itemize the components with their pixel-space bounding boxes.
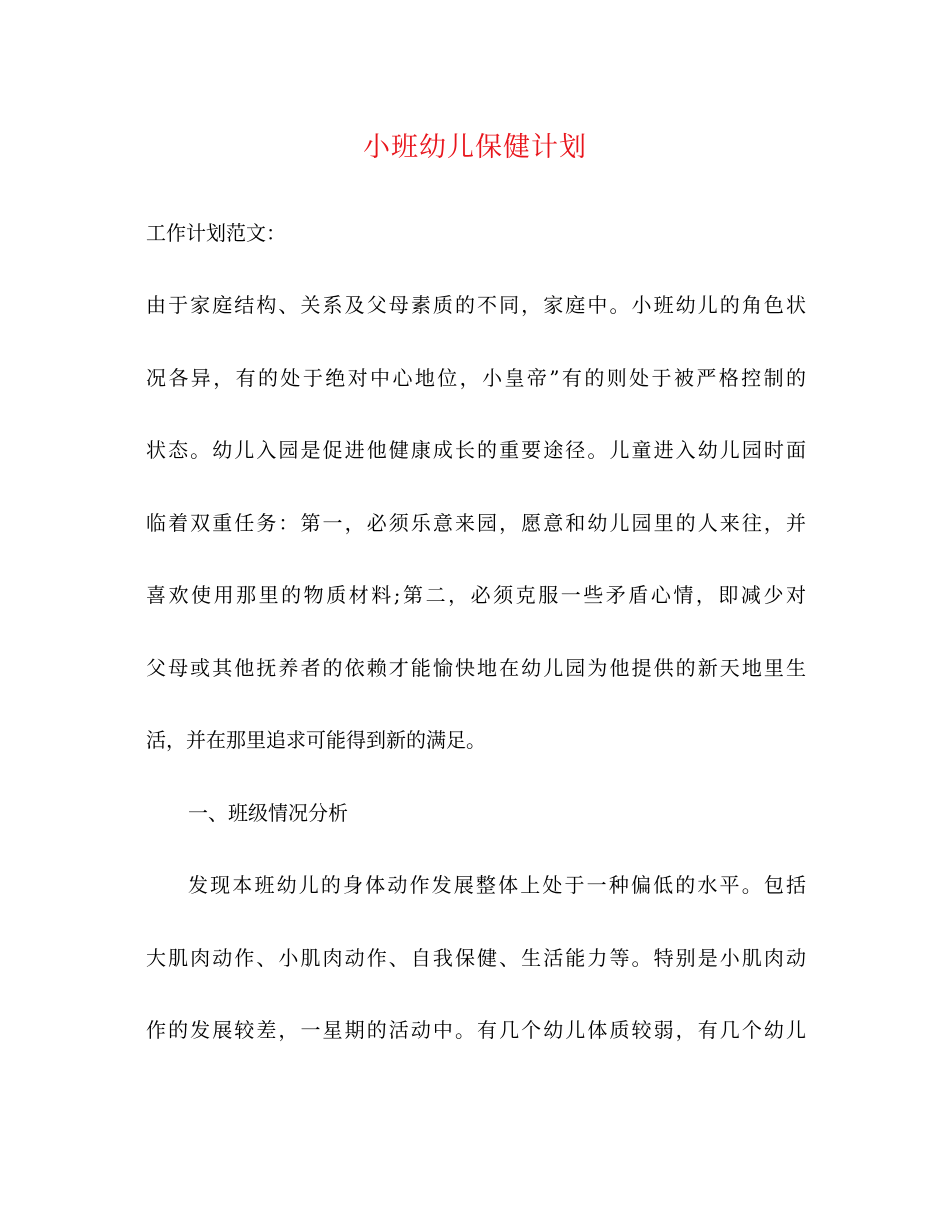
intro-label: 工作计划范文： (146, 221, 286, 245)
paragraph-line: 况各异，有的处于绝对中心地位，小皇帝”有的则处于被严格控制的 (146, 366, 806, 390)
section-heading: 一、班级情况分析 (188, 801, 348, 825)
paragraph-line: 由于家庭结构、关系及父母素质的不同，家庭中。小班幼儿的角色状 (146, 293, 806, 317)
document-title: 小班幼儿保健计划 (363, 132, 587, 163)
paragraph-line: 作的发展较差，一星期的活动中。有几个幼儿体质较弱，有几个幼儿 (146, 1018, 806, 1042)
paragraph-line: 大肌肉动作、小肌肉动作、自我保健、生活能力等。特别是小肌肉动 (146, 946, 806, 970)
paragraph-line: 喜欢使用那里的物质材料;第二，必须克服一些矛盾心情，即减少对 (146, 583, 806, 607)
paragraph-line: 发现本班幼儿的身体动作发展整体上处于一种偏低的水平。包括 (188, 873, 806, 897)
paragraph-line: 父母或其他抚养者的依赖才能愉快地在幼儿园为他提供的新天地里生 (146, 656, 806, 680)
paragraph-line: 状态。幼儿入园是促进他健康成长的重要途径。儿童进入幼儿园时面 (146, 438, 806, 462)
paragraph-line: 活，并在那里追求可能得到新的满足。 (146, 728, 486, 752)
paragraph-line: 临着双重任务：第一，必须乐意来园，愿意和幼儿园里的人来往，并 (146, 511, 806, 535)
